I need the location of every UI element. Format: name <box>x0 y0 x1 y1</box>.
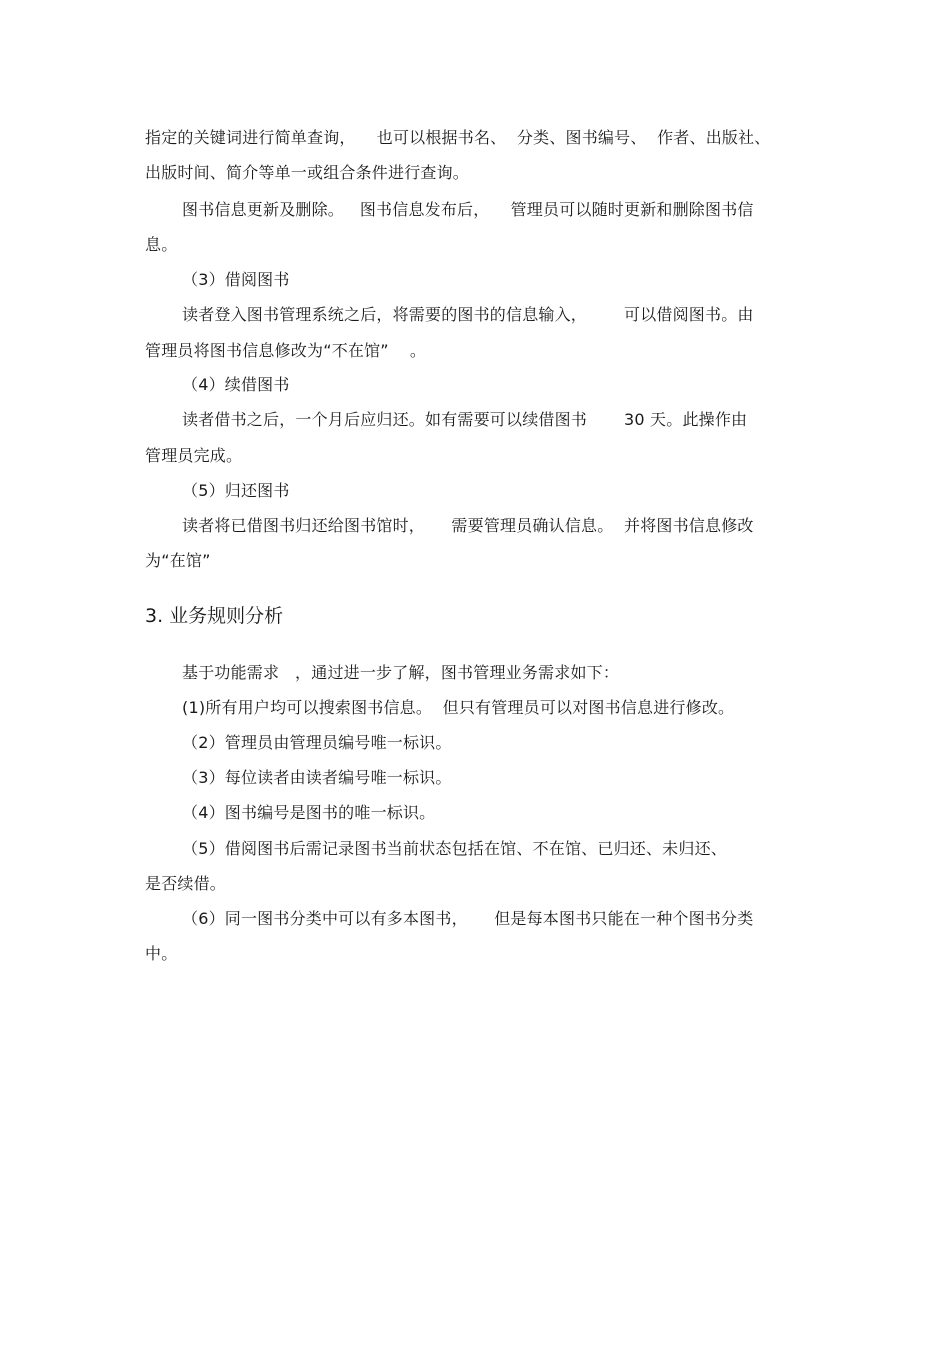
borrow-paragraph-line-2: 管理员将图书信息修改为“不在馆” 。 <box>145 341 427 360</box>
query-paragraph-line-1: 指定的关键词进行简单查询， 也可以根据书名、 分类、图书编号、 作者、出版社、 <box>145 128 771 147</box>
update-paragraph-line-1: 图书信息更新及删除。 图书信息发布后， 管理员可以随时更新和删除图书信 <box>182 200 754 219</box>
rule-5-line-1: （5）借阅图书后需记录图书当前状态包括在馆、不在馆、已归还、未归还、 <box>182 839 727 858</box>
rule-6-line-1: （6）同一图书分类中可以有多本图书， 但是每本图书只能在一种个图书分类 <box>182 909 754 928</box>
update-paragraph-line-2: 息。 <box>145 235 178 254</box>
business-rules-heading: 3. 业务规则分析 <box>145 605 284 627</box>
return-section-title: （5）归还图书 <box>182 481 290 500</box>
borrow-paragraph-line-1: 读者登入图书管理系统之后，将需要的图书的信息输入， 可以借阅图书。由 <box>182 305 754 324</box>
rule-4: （4）图书编号是图书的唯一标识。 <box>182 803 436 822</box>
rule-1: (1)所有用户均可以搜索图书信息。 但只有管理员可以对图书信息进行修改。 <box>182 698 735 717</box>
renew-paragraph-line-2: 管理员完成。 <box>145 446 243 465</box>
borrow-section-title: （3）借阅图书 <box>182 270 290 289</box>
rule-3: （3）每位读者由读者编号唯一标识。 <box>182 768 452 787</box>
business-rules-intro: 基于功能需求 ，通过进一步了解，图书管理业务需求如下： <box>182 663 620 682</box>
renew-paragraph-line-1: 读者借书之后，一个月后应归还。如有需要可以续借图书 30 天。此操作由 <box>182 410 748 429</box>
renew-section-title: （4）续借图书 <box>182 375 290 394</box>
rule-6-line-2: 中。 <box>145 944 178 963</box>
query-paragraph-line-2: 出版时间、简介等单一或组合条件进行查询。 <box>145 163 470 182</box>
return-paragraph-line-1: 读者将已借图书归还给图书馆时， 需要管理员确认信息。 并将图书信息修改 <box>182 516 754 535</box>
rule-2: （2）管理员由管理员编号唯一标识。 <box>182 733 452 752</box>
rule-5-line-2: 是否续借。 <box>145 874 227 893</box>
return-paragraph-line-2: 为“在馆” <box>145 551 211 570</box>
